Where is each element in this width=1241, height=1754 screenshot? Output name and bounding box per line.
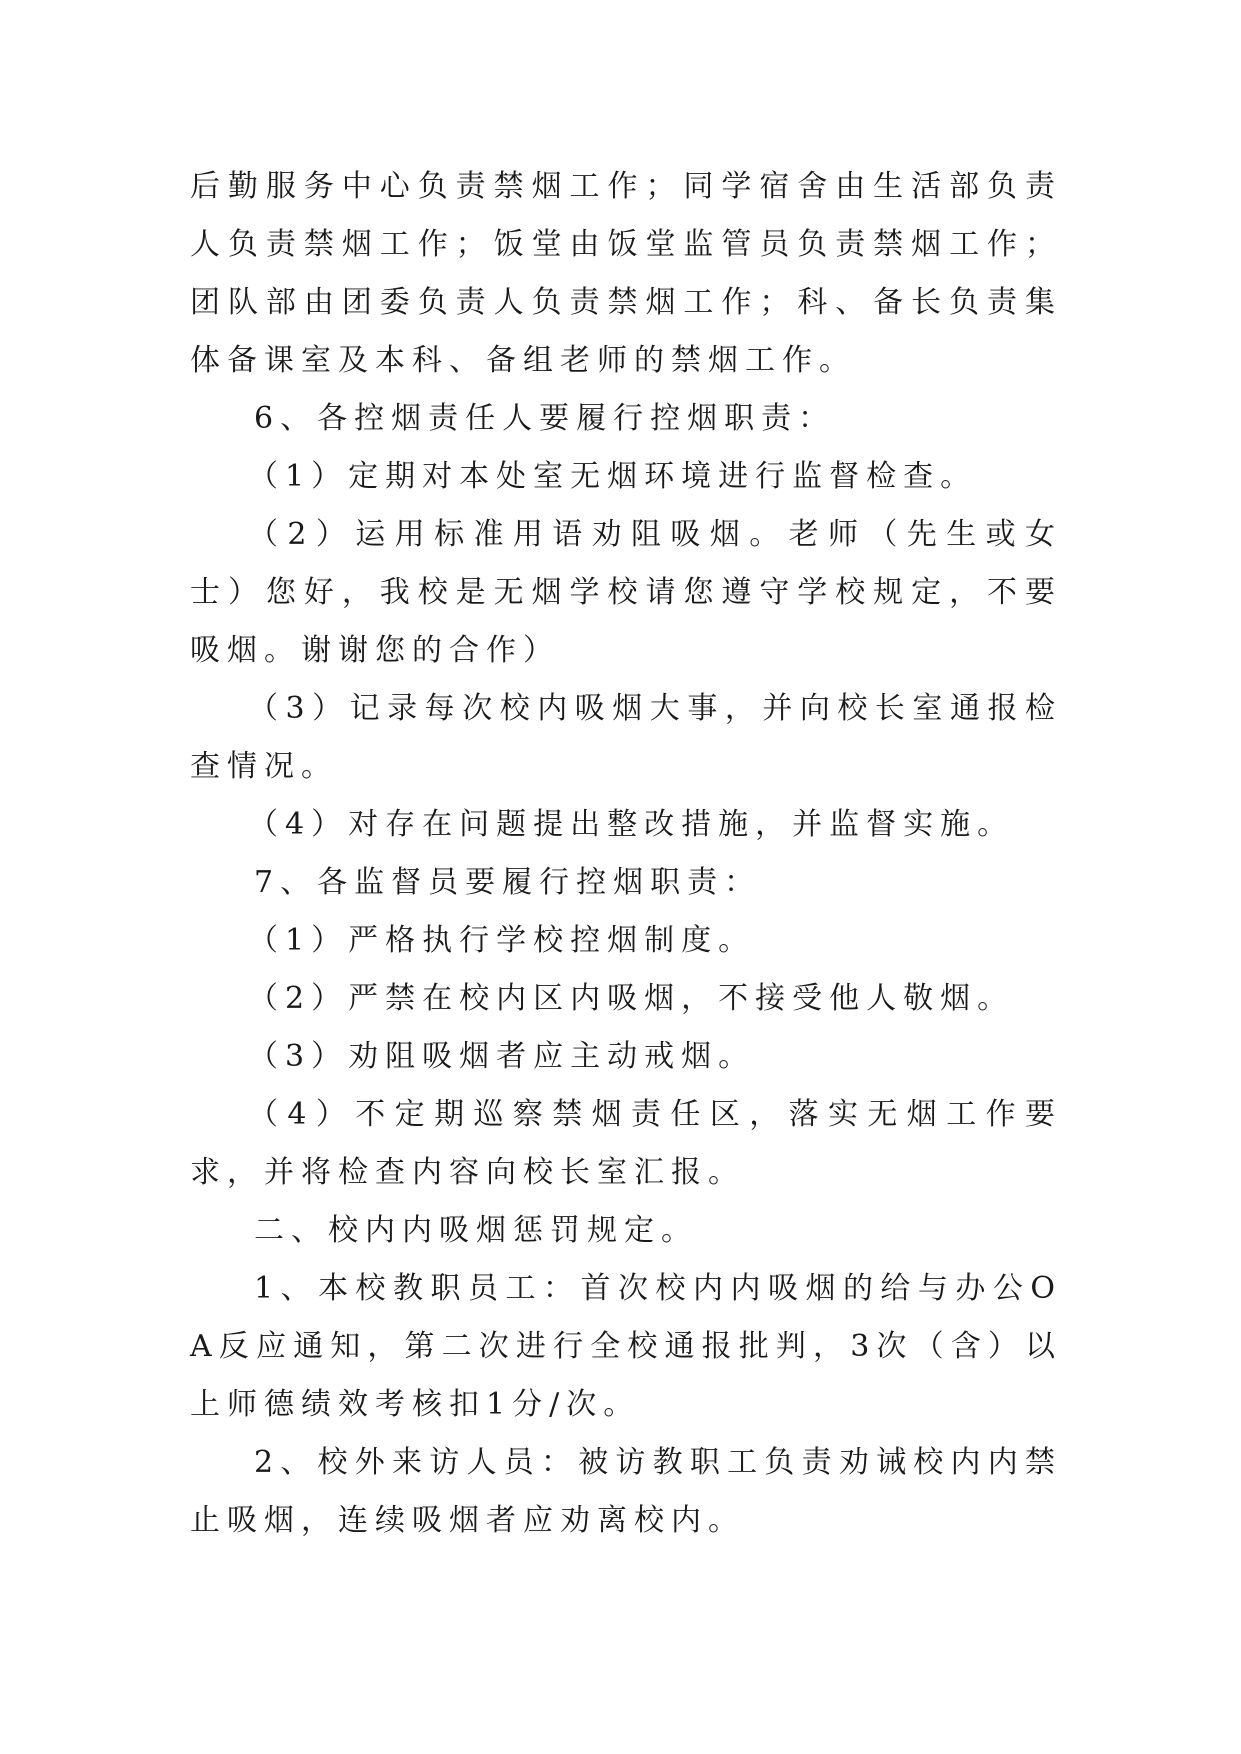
paragraph-item-7: 7、各监督员要履行控烟职责： (254, 865, 762, 900)
paragraph-item-6-1: （1）定期对本处室无烟环境进行监督检查。 (248, 459, 978, 494)
paragraph-item-6-3: （3）记录每次校内吸烟大事，并向校长室通报检查情况。 (190, 691, 1062, 784)
paragraph-item-7-4: （4）不定期巡察禁烟责任区，落实无烟工作要求，并将检查内容向校长室汇报。 (190, 1097, 1062, 1190)
paragraph-section2-item-1: 1、本校教职员工：首次校内内吸烟的给与办公OA反应通知，第二次进行全校通报批判，3次（含）以上师德绩效考核扣1分/次。 (190, 1271, 1062, 1422)
paragraph-item-6-4: （4）对存在问题提出整改措施，并监督实施。 (248, 807, 1015, 842)
section-heading-2: 二、校内内吸烟惩罚规定。 (254, 1213, 698, 1248)
paragraph-continuation: 后勤服务中心负责禁烟工作；同学宿舍由生活部负责人负责禁烟工作；饭堂由饭堂监管员负责禁烟工作；团队部由团委负责人负责禁烟工作；科、备长负责集体备课室及本科、备组老师的禁烟工作。 (190, 169, 1062, 378)
document-body (190, 158, 1062, 1550)
paragraph-item-7-2: （2）严禁在校内区内吸烟，不接受他人敬烟。 (248, 981, 1015, 1016)
paragraph-item-7-3: （3）劝阻吸烟者应主动戒烟。 (248, 1039, 756, 1074)
paragraph-item-6-2: （2）运用标准用语劝阻吸烟。老师（先生或女士）您好，我校是无烟学校请您遵守学校规定，不要吸烟。谢谢您的合作） (190, 517, 1062, 668)
paragraph-item-6: 6、各控烟责任人要履行控烟职责： (254, 401, 836, 436)
paragraph-item-7-1: （1）严格执行学校控烟制度。 (248, 923, 756, 958)
paragraph-section2-item-2: 2、校外来访人员：被访教职工负责劝诫校内内禁止吸烟，连续吸烟者应劝离校内。 (190, 1445, 1062, 1538)
